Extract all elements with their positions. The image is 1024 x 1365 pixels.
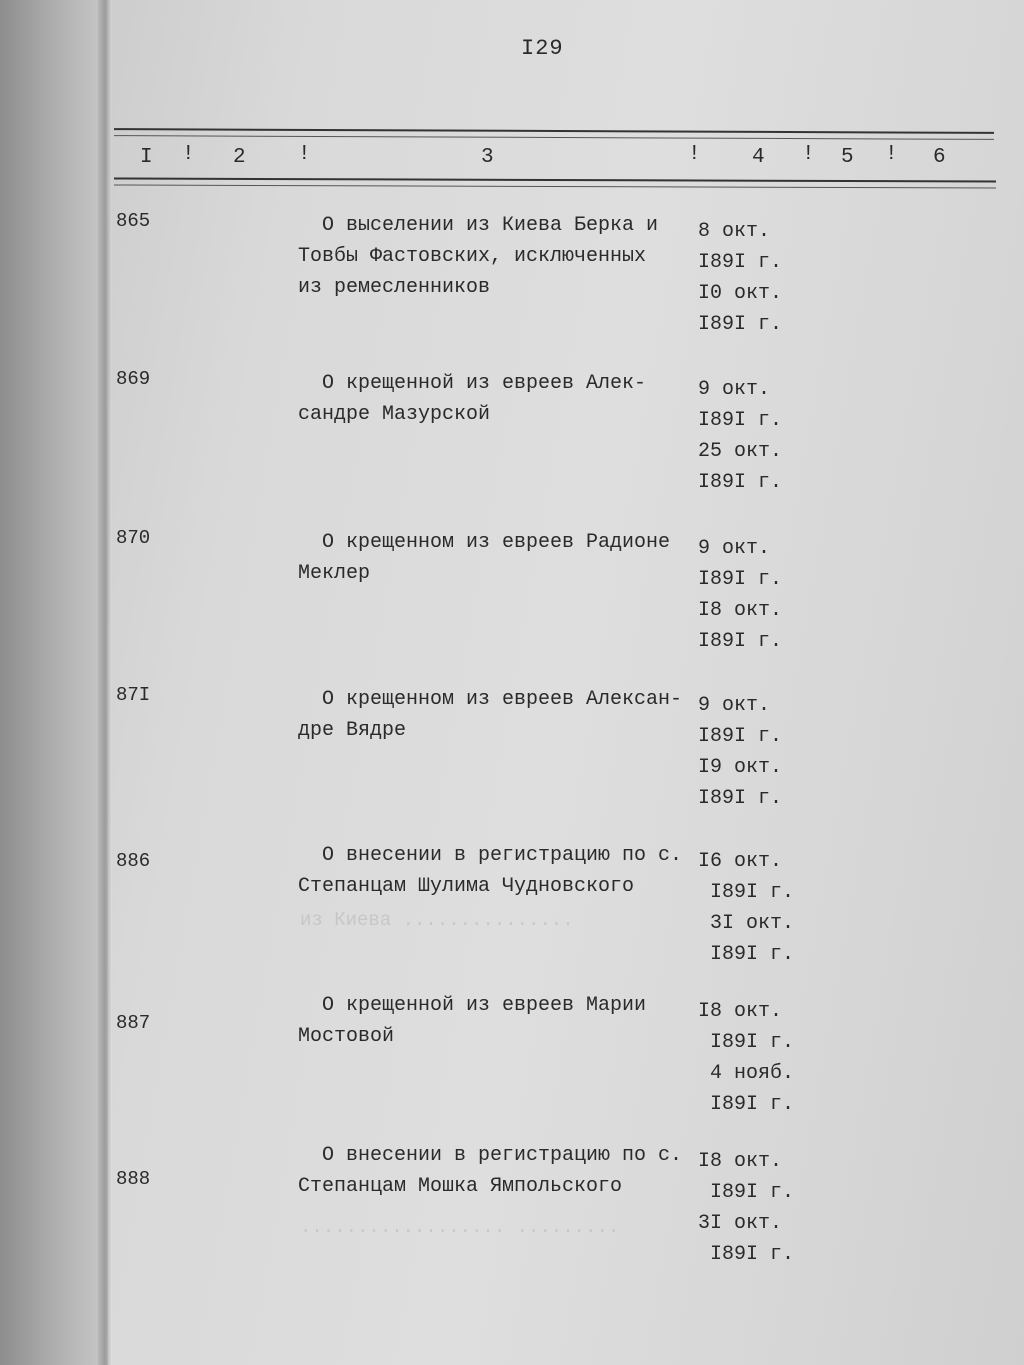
entry-date-line: I89I г. xyxy=(698,409,783,432)
entry-date-line: I89I г. xyxy=(698,471,783,494)
column-header-5: 5 xyxy=(841,146,854,169)
column-separator: ! xyxy=(688,143,701,166)
entry-number: 888 xyxy=(116,1168,151,1190)
column-header-1: I xyxy=(140,146,153,169)
entry-title: О крещенной из евреев Марии Мостовой xyxy=(298,994,647,1048)
entry-dates xyxy=(698,1146,794,1270)
entry-title: О внесении в регистрацию по с. Степанцам Мошка Ямпольского xyxy=(298,1144,683,1198)
entry-date-line: I89I г. xyxy=(698,1181,795,1204)
register-entry xyxy=(0,684,1024,824)
entry-title: О выселении из Киева Берка и Товбы Фастовских, исключенных из ремесленников xyxy=(298,214,659,299)
entry-dates xyxy=(698,374,782,498)
entry-number: 887 xyxy=(116,1012,151,1034)
entry-date-line: I8 окт. xyxy=(698,1000,783,1023)
entry-dates xyxy=(698,216,782,340)
entry-date-line: 3I окт. xyxy=(698,1212,783,1235)
column-header-6: 6 xyxy=(933,146,946,169)
column-header-3: 3 xyxy=(481,146,494,169)
entry-date-line: I89I г. xyxy=(698,787,783,810)
entry-date-line: I89I г. xyxy=(698,251,783,274)
entry-number: 865 xyxy=(116,210,151,232)
register-entry xyxy=(0,368,1024,508)
register-entry xyxy=(0,527,1024,667)
entry-date-line: I89I г. xyxy=(698,313,783,336)
column-separator: ! xyxy=(885,143,898,166)
entry-date-line: 25 окт. xyxy=(698,440,783,463)
entry-date-line: I89I г. xyxy=(698,725,783,748)
entry-number: 886 xyxy=(116,850,151,872)
entry-number: 869 xyxy=(116,368,151,390)
entry-dates xyxy=(698,690,782,814)
entry-date-line: I6 окт. xyxy=(698,850,783,873)
entry-date-line: 9 окт. xyxy=(698,694,771,717)
entry-date-line: I89I г. xyxy=(698,1031,795,1054)
column-header-4: 4 xyxy=(752,146,765,169)
entry-date-line: I89I г. xyxy=(698,568,783,591)
entry-date-line: I8 окт. xyxy=(698,599,783,622)
entry-date-line: I9 окт. xyxy=(698,756,783,779)
register-entry xyxy=(0,990,1024,1130)
bleed-through-text: .................. ......... xyxy=(300,1216,620,1238)
entry-dates xyxy=(698,996,794,1120)
entry-date-line: 3I окт. xyxy=(698,912,795,935)
register-entry xyxy=(0,840,1024,980)
entry-dates xyxy=(698,533,782,657)
entry-date-line: I8 окт. xyxy=(698,1150,783,1173)
entry-date-line: I89I г. xyxy=(698,1093,795,1116)
column-separator: ! xyxy=(802,143,815,166)
entry-date-line: I0 окт. xyxy=(698,282,783,305)
entry-title: О крещенном из евреев Алексан- дре Вядре xyxy=(298,688,683,742)
entry-dates xyxy=(698,846,794,970)
entry-date-line: 8 окт. xyxy=(698,220,771,243)
column-separator: ! xyxy=(182,143,195,166)
entry-date-line: I89I г. xyxy=(698,630,783,653)
entry-title: О внесении в регистрацию по с. Степанцам Шулима Чудновского xyxy=(298,844,683,898)
entry-number: 870 xyxy=(116,527,151,549)
register-entry xyxy=(0,210,1024,350)
bleed-through-text: из Киева ............... xyxy=(300,909,574,931)
entry-date-line: 4 нояб. xyxy=(698,1062,795,1085)
entry-title: О крещенном из евреев Радионе Меклер xyxy=(298,531,671,585)
entry-title: О крещенной из евреев Алек- сандре Мазурской xyxy=(298,372,647,426)
entry-date-line: I89I г. xyxy=(698,943,795,966)
entry-date-line: I89I г. xyxy=(698,1243,795,1266)
register-entry xyxy=(0,1140,1024,1280)
column-header-2: 2 xyxy=(233,146,246,169)
entry-number: 87I xyxy=(116,684,151,706)
entry-date-line: I89I г. xyxy=(698,881,795,904)
entry-date-line: 9 окт. xyxy=(698,537,771,560)
page-number: I29 xyxy=(521,36,564,61)
column-separator: ! xyxy=(298,143,311,166)
entry-date-line: 9 окт. xyxy=(698,378,771,401)
